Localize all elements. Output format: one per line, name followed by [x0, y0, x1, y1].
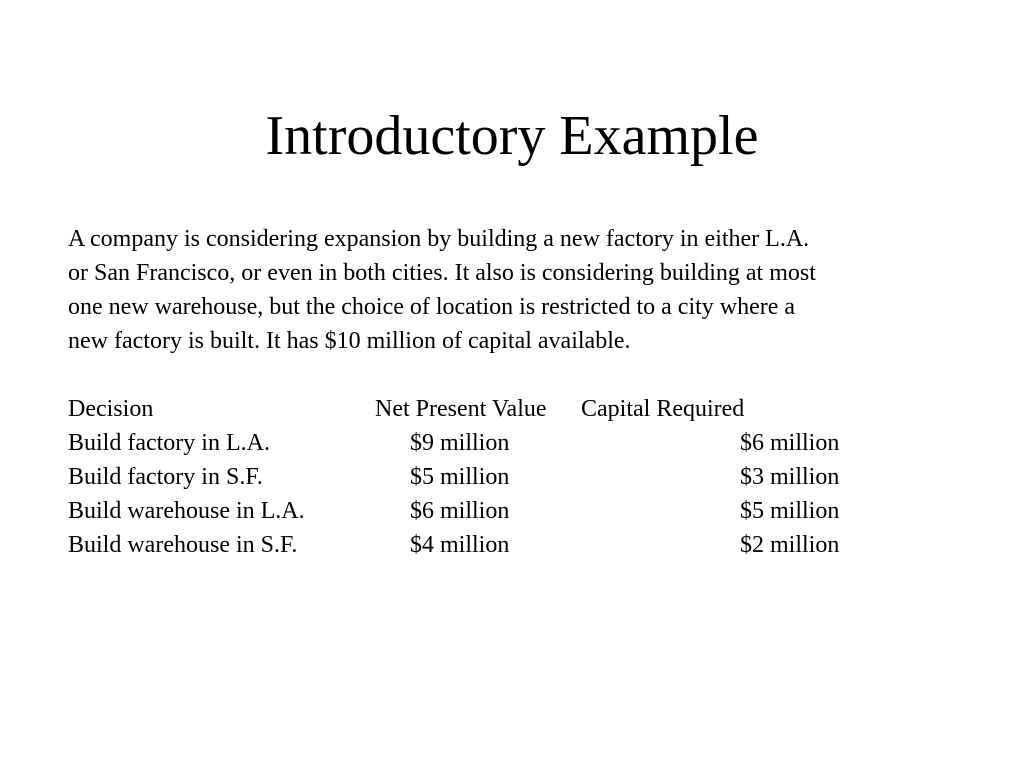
table-row	[68, 494, 968, 528]
row-capital: $5 million	[740, 498, 840, 524]
paragraph-line: one new warehouse, but the choice of location is restricted to a city where a	[68, 294, 796, 320]
table-row	[68, 528, 968, 562]
row-npv: $9 million	[410, 430, 510, 456]
row-decision: Build warehouse in L.A.	[68, 498, 305, 524]
intro-paragraph	[68, 222, 968, 358]
row-capital: $6 million	[740, 430, 840, 456]
paragraph-line: new factory is built. It has $10 million of capital available.	[68, 328, 631, 354]
row-npv: $5 million	[410, 464, 510, 490]
table-row	[68, 460, 968, 494]
table-row	[68, 426, 968, 460]
paragraph-line: A company is considering expansion by building a new factory in either L.A.	[68, 226, 810, 252]
table-header-row	[68, 392, 968, 426]
row-decision: Build factory in L.A.	[68, 430, 270, 456]
row-capital: $3 million	[740, 464, 840, 490]
paragraph-line: or San Francisco, or even in both cities. It also is considering building at most	[68, 260, 816, 286]
slide-title: Introductory Example	[265, 105, 759, 167]
row-decision: Build factory in S.F.	[68, 464, 263, 490]
header-capital: Capital Required	[581, 396, 745, 422]
header-decision: Decision	[68, 396, 154, 422]
row-npv: $4 million	[410, 532, 510, 558]
row-capital: $2 million	[740, 532, 840, 558]
header-npv: Net Present Value	[375, 396, 547, 422]
row-decision: Build warehouse in S.F.	[68, 532, 298, 558]
decision-table	[68, 392, 968, 562]
row-npv: $6 million	[410, 498, 510, 524]
